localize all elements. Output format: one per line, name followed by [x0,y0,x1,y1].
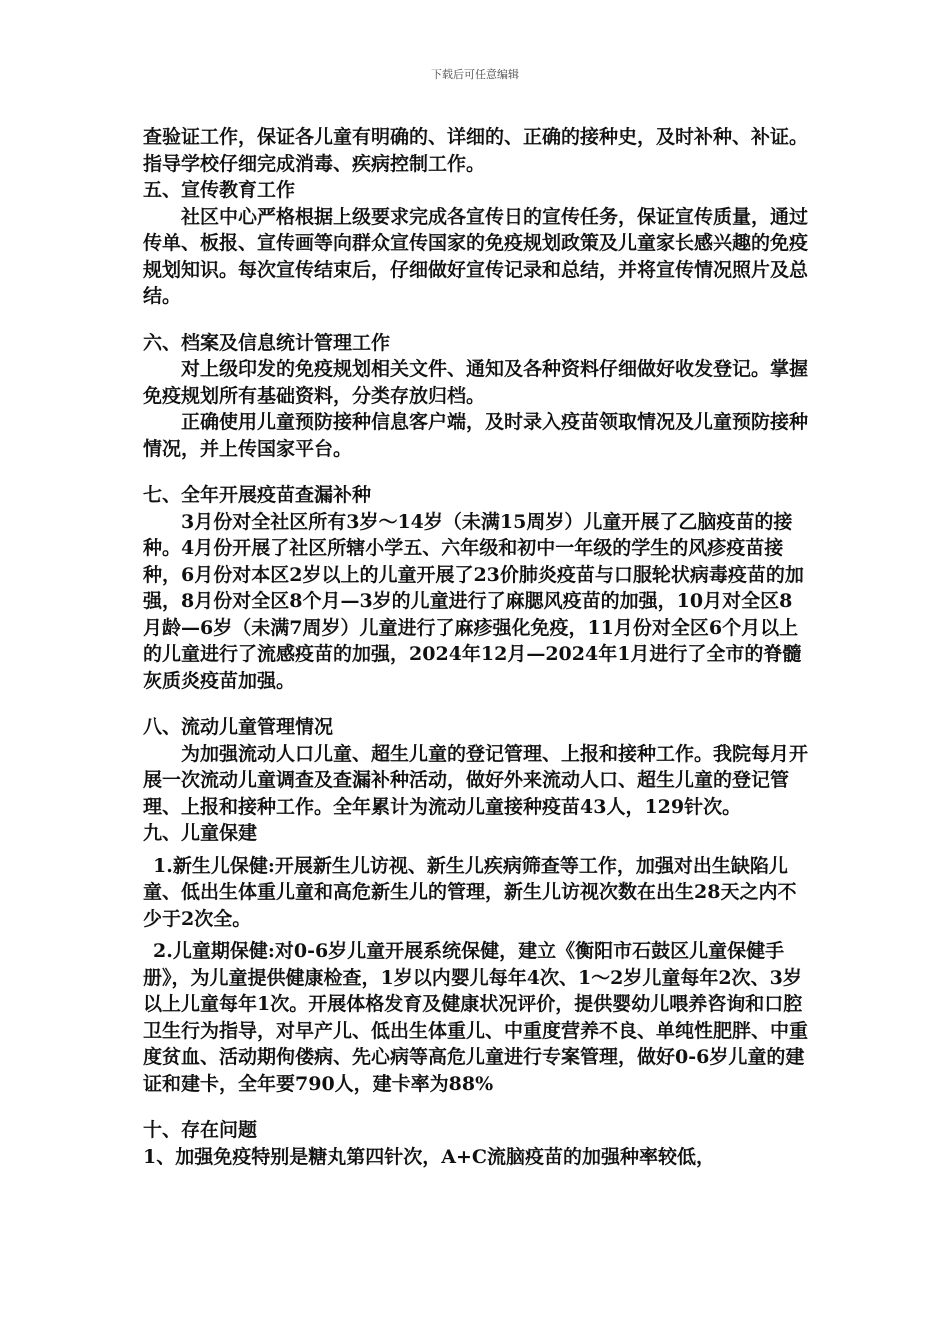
section-heading: 八、流动儿童管理情况 [143,716,334,738]
paragraph: 为加强流动人口儿童、超生儿童的登记管理、上报和接种工作。我院每月开展一次流动儿童调查及查漏补种活动，做好外来流动人口、超生儿童的登记管理、上报和接种工作。全年累计为流动儿童接种疫苗43人，129针次。 [143,742,809,818]
spacer [143,694,811,714]
section-heading: 十、存在问题 [143,1119,258,1141]
paragraph: 查验证工作，保证各儿童有明确的、详细的、正确的接种史，及时补种、补证。指导学校仔细完成消毒、疾病控制工作。 [143,126,809,175]
paragraph: 对上级印发的免疫规划相关文件、通知及各种资料仔细做好收发登记。掌握免疫规划所有基础资料，分类存放归档。 [143,358,809,407]
paragraph: 社区中心严格根据上级要求完成各宣传日的宣传任务，保证宣传质量，通过传单、板报、宣传画等向群众宣传国家的免疫规划政策及儿童家长感兴趣的免疫规划知识。每次宣传结束后，仔细做好宣传记录和总结，并将宣传情况照片及总结。 [143,205,809,307]
paragraph: 1、加强免疫特别是糖丸第四针次，A+C流脑疫苗的加强种率较低， [143,1145,716,1168]
spacer [143,310,811,330]
spacer [143,1097,811,1117]
paragraph: 2.儿童期保健:对0-6岁儿童开展系统保健，建立《衡阳市石鼓区儿童保健手册》，为儿童提供健康检查，1岁以内婴儿每年4次、1～2岁儿童每年2次、3岁以上儿童每年1次。开展体格发育及健康状况评价，提供婴幼儿喂养咨询和口腔卫生行为指导，对早产儿、低出生体重儿、中重度营养不良、单纯性肥胖、中重度贫血、活动期佝偻病、先心病等高危儿童进行专案管理，做好0-6岁儿童的建证和建卡，全年要790人，建卡率为88% [143,940,809,1095]
section-heading: 六、档案及信息统计管理工作 [143,331,391,354]
section-heading: 九、儿童保建 [143,822,258,844]
document-body [143,124,811,1170]
paragraph: 正确使用儿童预防接种信息客户端，及时录入疫苗领取情况及儿童预防接种情况，并上传国家平台。 [143,411,809,460]
page-header: 下载后可任意编辑 [431,68,519,81]
paragraph: 3月份对全社区所有3岁～14岁（未满15周岁）儿童开展了乙脑疫苗的接种。4月份开展了社区所辖小学五、六年级和初中一年级的学生的风疹疫苗接种，6月份对本区2岁以上的儿童开展了23价肺炎疫苗与口服轮状病毒疫苗的加强，8月份对全区8个月—3岁的儿童进行了麻腮风疫苗的加强，10月对全区8月龄—6岁（未满7周岁）儿童进行了麻疹强化免疫，11月份对全区6个月以上的儿童进行了流感疫苗的加强，2024年12月—2024年1月进行了全市的脊髓灰质炎疫苗加强。 [143,510,804,692]
paragraph: 1.新生儿保健:开展新生儿访视、新生儿疾病筛查等工作，加强对出生缺陷儿童、低出生体重儿童和高危新生儿的管理，新生儿访视次数在出生28天之内不少于2次全。 [143,854,797,930]
section-heading: 七、全年开展疫苗查漏补种 [143,484,372,506]
spacer [143,462,811,482]
section-heading: 五、宣传教育工作 [143,179,296,201]
